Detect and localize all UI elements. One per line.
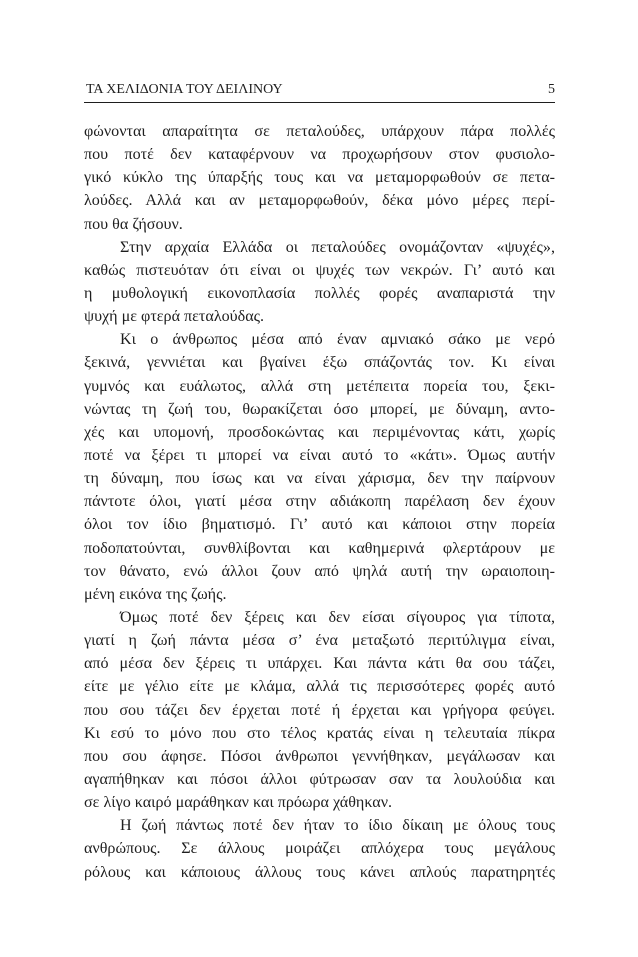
text-line: είτε με γέλιο είτε με κλάμα, αλλά τις περισσότερες φορές αυτό: [84, 678, 555, 696]
text-line: ανθρώπους. Σε άλλους μοιράζει απλόχερα τους μεγάλους: [84, 840, 555, 858]
text-line: αγαπήθηκαν και πόσοι άλλοι φύτρωσαν σαν τα λουλούδια και: [84, 770, 555, 788]
text-line: γικό κύκλο της ύπαρξής τους και να μεταμορφωθούν σε πετα-: [84, 169, 555, 187]
text-line: τον θάνατο, ενώ άλλοι ζουν από ψηλά αυτή την ωραιοποιη-: [84, 562, 555, 580]
text-line: που θα ζήσουν.: [84, 215, 183, 233]
text-line: Κι εσύ το μόνο που στο τέλος κρατάς είναι η τελευταία πίκρα: [84, 724, 555, 742]
text-line: που σου τάζει δεν έρχεται ποτέ ή έρχεται και γρήγορα φεύγει.: [84, 701, 555, 719]
text-line: ξεκινά, γεννιέται και βγαίνει έξω σπάζοντάς τον. Κι είναι: [84, 354, 555, 372]
text-line: σε λίγο καιρό μαράθηκαν και πρόωρα χάθηκαν.: [84, 794, 393, 812]
paragraph-first-line: Στην αρχαία Ελλάδα οι πεταλούδες ονομάζονταν «ψυχές»,: [120, 238, 555, 256]
text-line: ρόλους και κάποιους άλλους τους κάνει απλούς παρατηρητές: [84, 863, 555, 881]
text-line: ποδοπατούνται, συνθλίβονται και καθημερινά φλερτάρουν με: [84, 539, 555, 557]
text-line: τη δύναμη, που ίσως και να είναι χάρισμα, δεν την παίρνουν: [84, 470, 555, 488]
paragraph-first-line: Η ζωή πάντως ποτέ δεν ήταν το ίδιο δίκαιη με όλους τους: [120, 817, 555, 835]
paragraph-first-line: Κι ο άνθρωπος μέσα από έναν αμνιακό σάκο με νερό: [120, 331, 555, 349]
text-line: πάντοτε όλοι, γιατί μέσα στην αδιάκοπη παρέλαση δεν έχουν: [84, 493, 555, 511]
text-line: καθώς πιστευόταν ότι είναι οι ψυχές των νεκρών. Γι’ αυτό και: [84, 261, 555, 279]
text-line: ποτέ να ξέρει τι μπορεί να είναι αυτό το «κάτι». Όμως αυτήν: [84, 446, 555, 464]
text-line: νώντας τη ζωή του, θωρακίζεται όσο μπορεί, με δύναμη, αντο-: [84, 400, 555, 418]
text-line: που σου άφησε. Πόσοι άνθρωποι γεννήθηκαν, μεγάλωσαν και: [84, 747, 555, 765]
page-number: 5: [548, 82, 555, 97]
running-header: [84, 80, 555, 103]
text-line: γυμνός και ευάλωτος, αλλά στη μετέπειτα πορεία του, ξεκι-: [84, 377, 555, 395]
body-text: [84, 120, 555, 884]
text-line: φώνονται απαραίτητα σε πεταλούδες, υπάρχουν πάρα πολλές: [84, 123, 555, 140]
text-line: από μέσα δεν ξέρεις τι υπάρχει. Και πάντα κάτι θα σου τάζει,: [84, 655, 555, 673]
text-line: μένη εικόνα της ζωής.: [84, 585, 227, 603]
text-line: λούδες. Αλλά και αν μεταμορφωθούν, δέκα μόνο μέρες περί-: [84, 192, 555, 210]
text-line: χές και υπομονή, προσδοκώντας και περιμένοντας κάτι, χωρίς: [84, 423, 555, 441]
running-title: ΤΑ ΧΕΛΙΔΟΝΙΑ ΤΟΥ ΔΕΙΛΙΝΟΥ: [86, 82, 283, 97]
text-line: όλοι τον ίδιο βηματισμό. Γι’ αυτό και κάποιοι στην πορεία: [84, 516, 555, 534]
text-line: γιατί η ζωή πάντα μέσα σ’ ένα μεταξωτό περιτύλιγμα είναι,: [84, 632, 555, 650]
text-line: η μυθολογική εικονοπλασία πολλές φορές αναπαριστά την: [84, 284, 555, 302]
text-line: που ποτέ δεν καταφέρνουν να προχωρήσουν στον φυσιολο-: [84, 146, 555, 164]
paragraph-first-line: Όμως ποτέ δεν ξέρεις και δεν είσαι σίγουρος για τίποτα,: [120, 608, 555, 626]
text-line: ψυχή με φτερά πεταλούδας.: [84, 308, 265, 326]
